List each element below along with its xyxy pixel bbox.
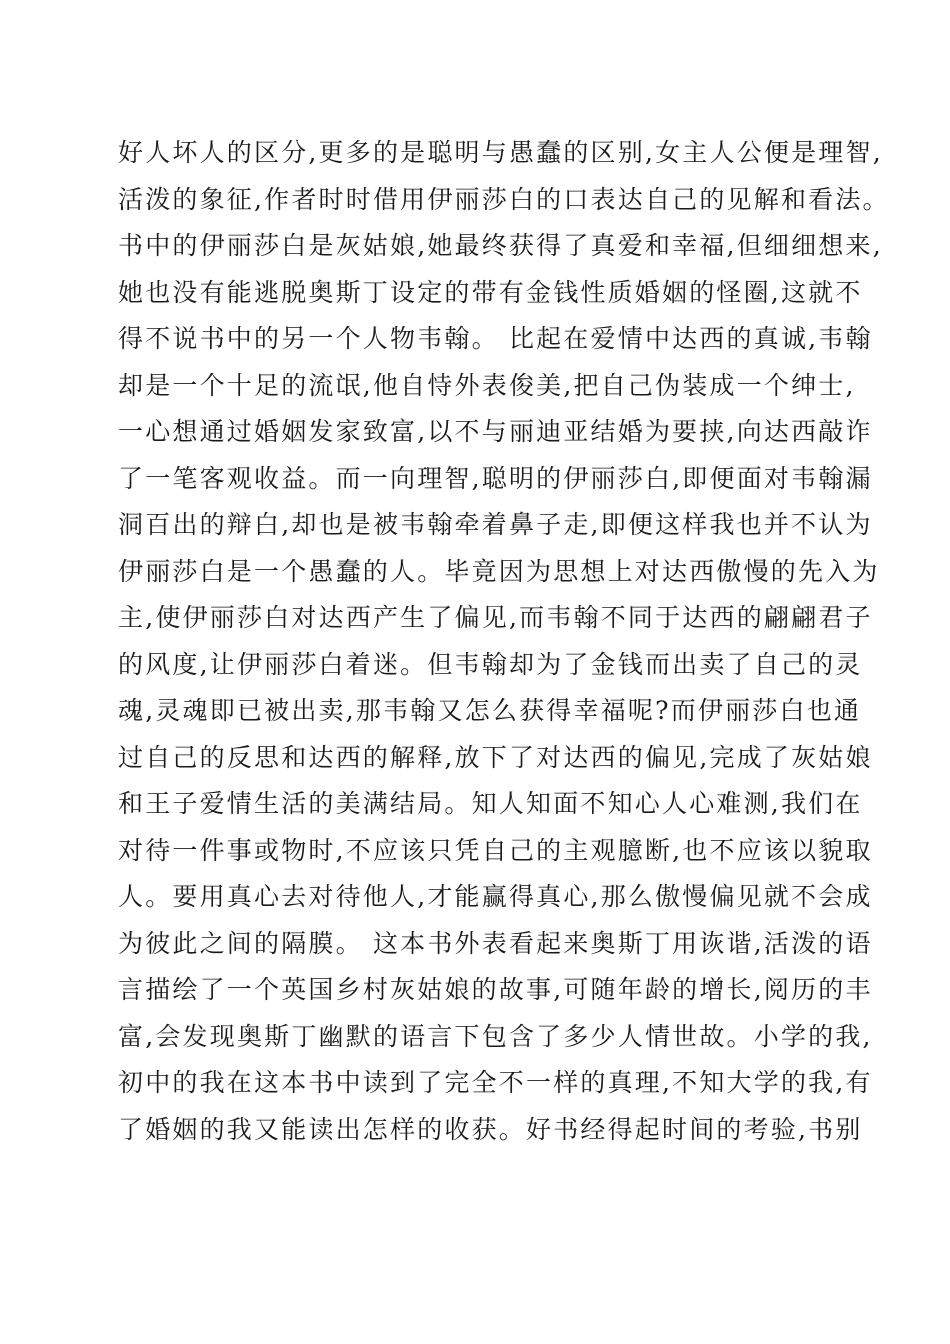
text-line: 伊丽莎白是一个愚蠢的人。毕竟因为思想上对达西傲慢的先入为	[118, 556, 880, 586]
body-text	[118, 130, 890, 1153]
text-line: 言描绘了一个英国乡村灰姑娘的故事,可随年龄的增长,阅历的丰	[118, 975, 873, 1004]
text-line: 对待一件事或物时,不应该只凭自己的主观臆断,也不应该以貌取	[118, 835, 873, 865]
text-line: 为彼此之间的隔膜。 这本书外表看起来奥斯丁用诙谐,活泼的语	[118, 928, 873, 958]
text-line: 一心想通过婚姻发家致富,以不与丽迪亚结婚为要挟,向达西敲诈	[118, 417, 873, 446]
text-line: 书中的伊丽莎白是灰姑娘,她最终获得了真爱和幸福,但细细想来,	[118, 231, 883, 260]
text-line: 了婚姻的我又能读出怎样的收获。好书经得起时间的考验,书别	[118, 1114, 863, 1144]
text-line: 魂,灵魂即已被出卖,那韦翰又怎么获得幸福呢?而伊丽莎白也通	[118, 696, 862, 725]
text-line: 主,使伊丽莎白对达西产生了偏见,而韦翰不同于达西的翩翩君子	[118, 603, 873, 632]
text-line: 的风度,让伊丽莎白着迷。但韦翰却为了金钱而出卖了自己的灵	[118, 649, 863, 679]
text-line: 却是一个十足的流氓,他自恃外表俊美,把自己伪装成一个绅士,	[118, 370, 856, 400]
text-line: 洞百出的辩白,却也是被韦翰牵着鼻子走,即便这样我也并不认为	[118, 510, 873, 539]
text-line: 和王子爱情生活的美满结局。知人知面不知心人心难测,我们在	[118, 789, 863, 818]
text-line: 初中的我在这本书中读到了完全不一样的真理,不知大学的我,有	[118, 1068, 873, 1097]
text-line: 了一笔客观收益。而一向理智,聪明的伊丽莎白,即便面对韦翰漏	[118, 463, 873, 493]
text-line: 活泼的象征,作者时时借用伊丽莎白的口表达自己的见解和看法。	[118, 184, 890, 214]
text-line: 好人坏人的区分,更多的是聪明与愚蠢的区别,女主人公便是理智,	[118, 138, 883, 167]
text-line: 得不说书中的另一个人物韦翰。 比起在爱情中达西的真诚,韦翰	[118, 324, 873, 353]
text-line: 人。要用真心去对待他人,才能赢得真心,那么傲慢偏见就不会成	[118, 882, 873, 911]
text-line: 过自己的反思和达西的解释,放下了对达西的偏见,完成了灰姑娘	[118, 742, 873, 772]
text-line: 她也没有能逃脱奥斯丁设定的带有金钱性质婚姻的怪圈,这就不	[118, 277, 863, 307]
text-line: 富,会发现奥斯丁幽默的语言下包含了多少人情世故。小学的我,	[118, 1021, 873, 1051]
